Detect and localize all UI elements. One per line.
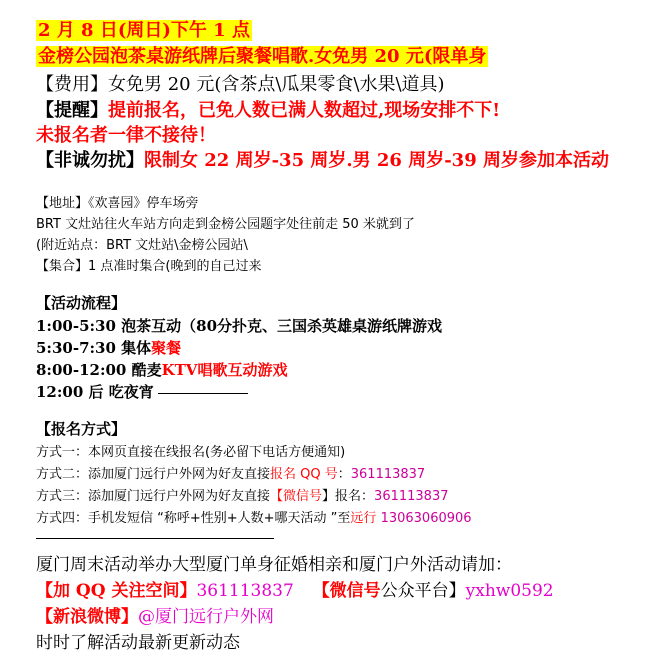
title-text: 金榜公园泡茶桌游纸牌后聚餐唱歌.女免男 20 元(限单身 — [38, 46, 487, 67]
schedule-item — [36, 359, 287, 380]
schedule-time: 8:00-12:00 — [36, 361, 127, 379]
way3-num[interactable]: 361113837 — [374, 489, 449, 504]
wx-tag: 【微信号 — [312, 581, 381, 601]
schedule-heading: 【活动流程】 — [36, 294, 127, 312]
schedule-text: 吃夜宵 — [108, 383, 154, 401]
fee-text: 女免男 20 元(含茶点\瓜果零食\水果\道具) — [108, 74, 445, 95]
fee-line — [36, 70, 445, 96]
way4-num[interactable]: 13063060906 — [376, 511, 472, 526]
schedule-item — [36, 381, 248, 402]
schedule-red: 聚餐 — [151, 339, 182, 357]
wx-mid: 公众平台】 — [380, 581, 466, 601]
limit-tag: 【非诚勿扰】 — [36, 150, 144, 171]
divider-rule — [158, 393, 248, 394]
schedule-time: 5:30-7:30 — [36, 339, 116, 357]
schedule-text: 泡茶互动（80分扑克、三国杀英雄桌游纸牌游戏 — [121, 317, 443, 335]
weibo-name[interactable]: @厦门远行户外网 — [138, 607, 274, 627]
footer-contacts — [36, 576, 554, 601]
way2-prefix: 方式二：添加厦门远行户外网为好友直接 — [36, 467, 271, 482]
way3-mid: 】报名： — [322, 489, 375, 504]
way4-prefix: 方式四：手机发短信 “称呼+性别+人数+哪天活动 ”至 — [36, 511, 351, 526]
title-line — [36, 42, 488, 68]
schedule-text: 集体 — [121, 339, 152, 357]
way3-prefix: 方式三：添加厦门远行户外网为好友直接 — [36, 489, 271, 504]
wx-id[interactable]: yxhw0592 — [465, 581, 554, 601]
schedule-item — [36, 315, 442, 336]
signup-way1: 方式一：本网页直接在线报名(务必留下电话方便通知) — [36, 445, 346, 460]
schedule-text: 酷麦 — [131, 361, 162, 379]
schedule-time: 12:00 后 — [36, 383, 104, 401]
limit-line — [36, 146, 609, 172]
limit-text: 限制女 22 周岁-35 周岁.男 26 周岁-39 周岁参加本活动 — [144, 150, 610, 171]
gather-line: 【集合】1 点准时集合(晚到的自己过来 — [36, 259, 262, 274]
qq-tag: 【加 QQ 关注空间】 — [36, 581, 197, 601]
schedule-red: KTV唱歌互动游戏 — [161, 361, 288, 379]
footer-weibo — [36, 602, 274, 627]
signup-way3 — [36, 485, 449, 504]
way2-sep: ： — [337, 467, 351, 482]
signup-way4 — [36, 507, 472, 526]
remind-text: 提前报名，已免人数已满人数超过,现场安排不下! — [108, 100, 501, 121]
route-line: BRT 文灶站往火车站方向走到金榜公园题字处往前走 50 米就到了 — [36, 217, 415, 232]
remind-tag: 【提醒】 — [36, 100, 108, 121]
date-line — [36, 16, 252, 42]
footer-last: 时时了解活动最新更新动态 — [36, 633, 240, 653]
not-registered-line: 未报名者一律不接待！ — [36, 125, 216, 146]
signup-heading: 【报名方式】 — [36, 420, 127, 438]
remind-line — [36, 96, 500, 122]
way2-qq[interactable]: 361113837 — [350, 467, 426, 482]
footer-divider — [36, 538, 274, 539]
fee-tag: 【费用】 — [36, 74, 108, 95]
schedule-time: 1:00-5:30 — [36, 317, 116, 335]
weibo-tag: 【新浪微博】 — [36, 607, 138, 627]
signup-way2 — [36, 463, 425, 482]
qq-num[interactable]: 361113837 — [196, 581, 294, 601]
address-line: 【地址】《欢喜园》停车场旁 — [36, 196, 199, 211]
way2-red: 报名 QQ 号 — [270, 467, 338, 482]
way4-red: 远行 — [350, 511, 377, 526]
nearby-line: (附近站点：BRT 文灶站\金榜公园站\ — [36, 238, 248, 253]
schedule-item — [36, 337, 181, 358]
date-text: 2 月 8 日(周日)下午 1 点 — [38, 20, 250, 41]
way3-red: 【微信号 — [270, 489, 323, 504]
footer-line1: 厦门周末活动举办大型厦门单身征婚相亲和厦门户外活动请加： — [36, 555, 512, 575]
